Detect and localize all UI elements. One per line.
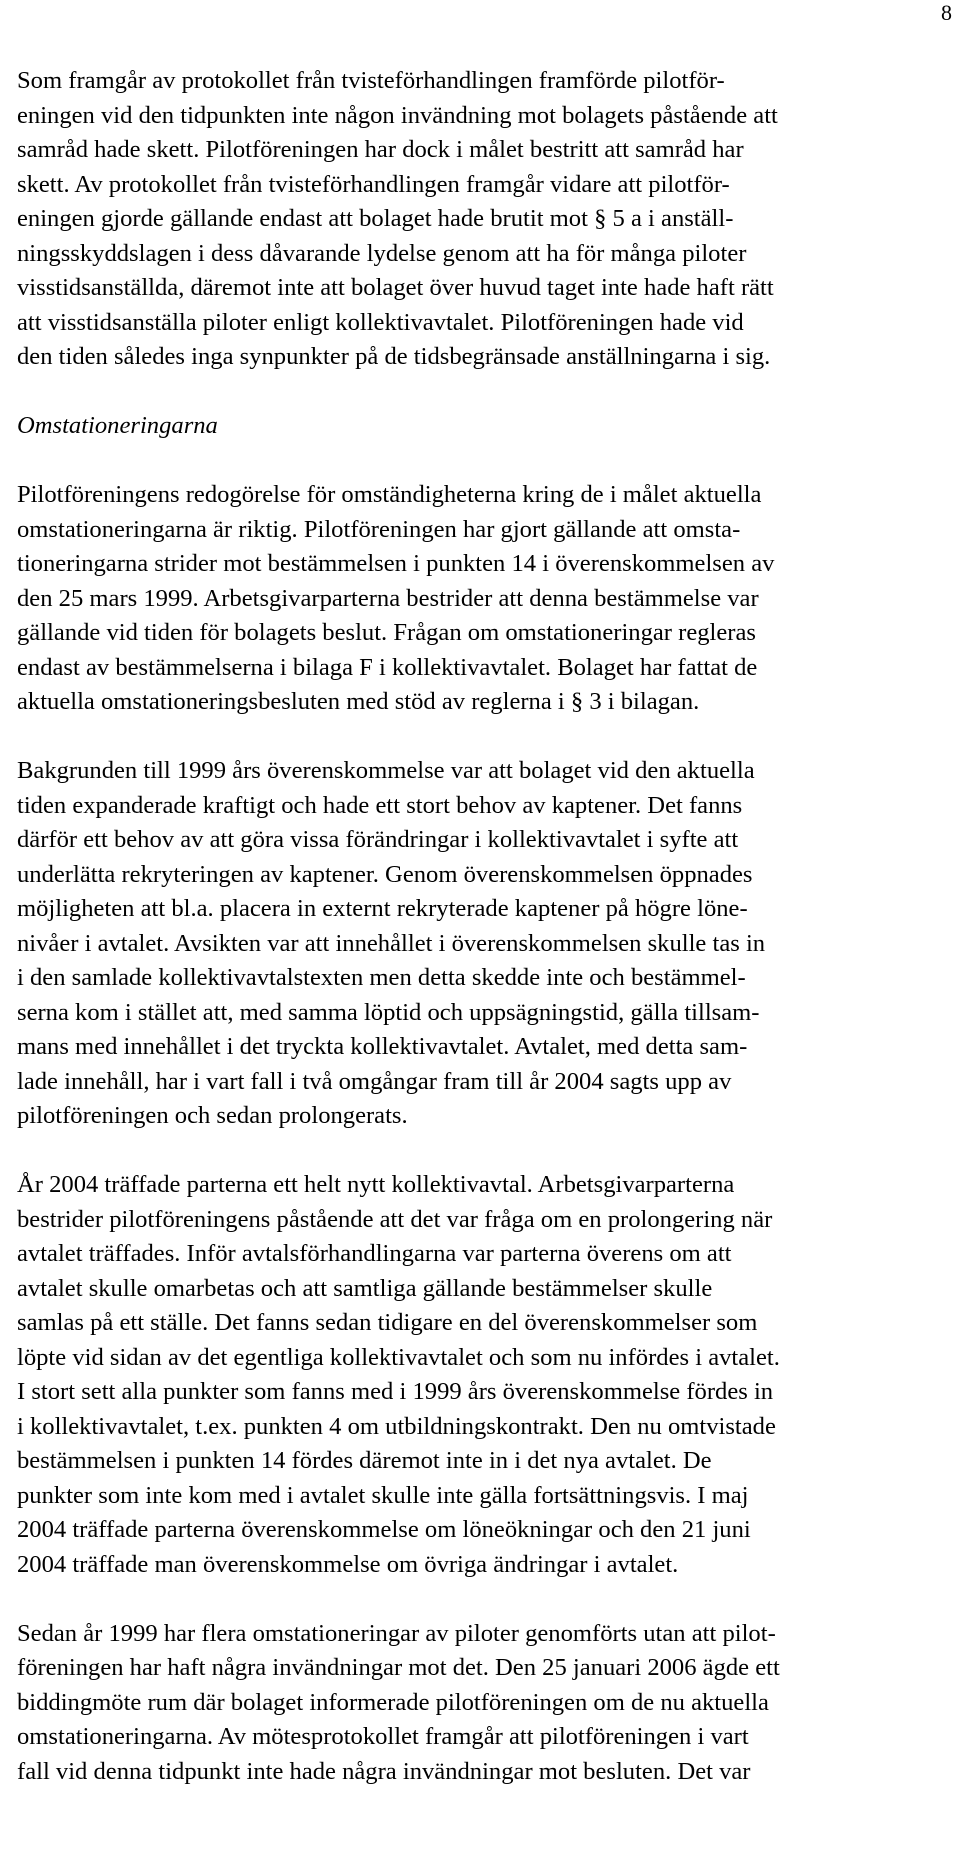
text-line: bestämmelsen i punkten 14 fördes däremot inte in i det nya avtalet. De [17, 1447, 712, 1474]
text-line: skett. Av protokollet från tvisteförhandlingen framgår vidare att pilotför- [17, 170, 730, 198]
text-line: År 2004 träffade parterna ett helt nytt kollektivavtal. Arbetsgivarparterna [17, 1171, 735, 1198]
text-line: pilotföreningen och sedan prolongerats. [17, 1102, 408, 1129]
text-line: avtalet träffades. Inför avtalsförhandlingarna var parterna överens om att [17, 1240, 732, 1267]
text-line: underlätta rekryteringen av kaptener. Genom överenskommelsen öppnades [17, 860, 753, 888]
text-line: tiden expanderade kraftigt och hade ett stort behov av kaptener. Det fanns [17, 791, 743, 819]
text-line: endast av bestämmelserna i bilaga F i kollektivavtalet. Bolaget har fattat de [17, 653, 758, 681]
text-line: lade innehåll, har i vart fall i två omgångar fram till år 2004 sagts upp av [17, 1067, 732, 1095]
paragraph-background-1999 [17, 754, 947, 1134]
text-line: Som framgår av protokollet från tvisteförhandlingen framförde pilotför- [17, 67, 725, 94]
text-line: fall vid denna tidpunkt inte hade några invändningar mot besluten. Det var [17, 1757, 751, 1785]
text-line: den tiden således inga synpunkter på de tidsbegränsade anställningarna i sig. [17, 343, 771, 370]
text-line: samråd hade skett. Pilotföreningen har dock i målet bestritt att samråd har [17, 136, 744, 163]
text-line: punkter som inte kom med i avtalet skulle inte gälla fortsättningsvis. I maj [17, 1481, 749, 1509]
text-line: i kollektivavtalet, t.ex. punkten 4 om utbildningskontrakt. Den nu omtvistade [17, 1412, 776, 1440]
text-line: tioneringarna strider mot bestämmelsen i punkten 14 i överenskommelsen av [17, 550, 775, 577]
text-line: därför ett behov av att göra vissa förändringar i kollektivavtalet i syfte att [17, 826, 739, 853]
text-line: gällande vid tiden för bolagets beslut. Frågan om omstationeringar regleras [17, 619, 756, 646]
text-line: möjligheten att bl.a. placera in externt rekryterade kaptener på högre löne- [17, 895, 748, 922]
text-line: 2004 träffade man överenskommelse om övriga ändringar i avtalet. [17, 1550, 679, 1578]
text-line: Sedan år 1999 har flera omstationeringar av piloter genomförts utan att pilot- [17, 1619, 776, 1647]
text-line: eningen vid den tidpunkten inte någon invändning mot bolagets påstående att [17, 101, 778, 129]
page-number: 8 [941, 0, 952, 25]
text-line: ningsskyddslagen i dess dåvarande lydelse genom att ha för många piloter [17, 239, 747, 267]
text-line: 2004 träffade parterna överenskommelse om löneökningar och den 21 juni [17, 1516, 751, 1543]
text-line: mans med innehållet i det tryckta kollektivavtalet. Avtalet, med detta sam- [17, 1033, 748, 1060]
text-line: visstidsanställda, däremot inte att bolaget över huvud taget inte hade haft rätt [17, 274, 774, 301]
text-line: omstationeringarna. Av mötesprotokollet framgår att pilotföreningen i vart [17, 1723, 749, 1750]
text-line: Bakgrunden till 1999 års överenskommelse var att bolaget vid den aktuella [17, 757, 755, 784]
text-line: omstationeringarna är riktig. Pilotföreningen har gjort gällande att omsta- [17, 515, 741, 543]
text-line: nivåer i avtalet. Avsikten var att innehållet i överenskommelsen skulle tas in [17, 929, 766, 957]
document-body [17, 64, 947, 1789]
text-line: I stort sett alla punkter som fanns med i 1999 års överenskommelse fördes in [17, 1378, 774, 1405]
text-line: Pilotföreningens redogörelse för omständigheterna kring de i målet aktuella [17, 481, 762, 508]
text-line: bestrider pilotföreningens påstående att det var fråga om en prolongering när [17, 1205, 773, 1233]
text-line: biddingmöte rum där bolaget informerade pilotföreningen om de nu aktuella [17, 1688, 769, 1716]
paragraph-agreement-2004 [17, 1168, 947, 1582]
text-line: den 25 mars 1999. Arbetsgivarparterna bestrider att denna bestämmelse var [17, 584, 759, 612]
text-line: i den samlade kollektivavtalstexten men detta skedde inte och bestämmel- [17, 964, 746, 991]
text-line: föreningen har haft några invändningar mot det. Den 25 januari 2006 ägde ett [17, 1654, 780, 1681]
text-line: samlas på ett ställe. Det fanns sedan tidigare en del överenskommelser som [17, 1309, 758, 1336]
paragraph-relocations-since-1999 [17, 1617, 947, 1790]
text-line: eningen gjorde gällande endast att bolaget hade brutit mot § 5 a i anställ- [17, 205, 734, 232]
text-line: serna kom i stället att, med samma löptid och uppsägningstid, gälla tillsam- [17, 998, 760, 1026]
section-heading: Omstationeringarna [17, 412, 218, 439]
text-line: att visstidsanställa piloter enligt kollektivavtalet. Pilotföreningen hade vid [17, 308, 744, 336]
text-line: löpte vid sidan av det egentliga kollektivavtalet och som nu infördes i avtalet. [17, 1343, 780, 1371]
paragraph-relocation-account [17, 478, 947, 720]
text-line: aktuella omstationeringsbesluten med stöd av reglerna i § 3 i bilagan. [17, 688, 700, 715]
paragraph-consultation [17, 64, 947, 375]
text-line: avtalet skulle omarbetas och att samtliga gällande bestämmelser skulle [17, 1274, 713, 1302]
